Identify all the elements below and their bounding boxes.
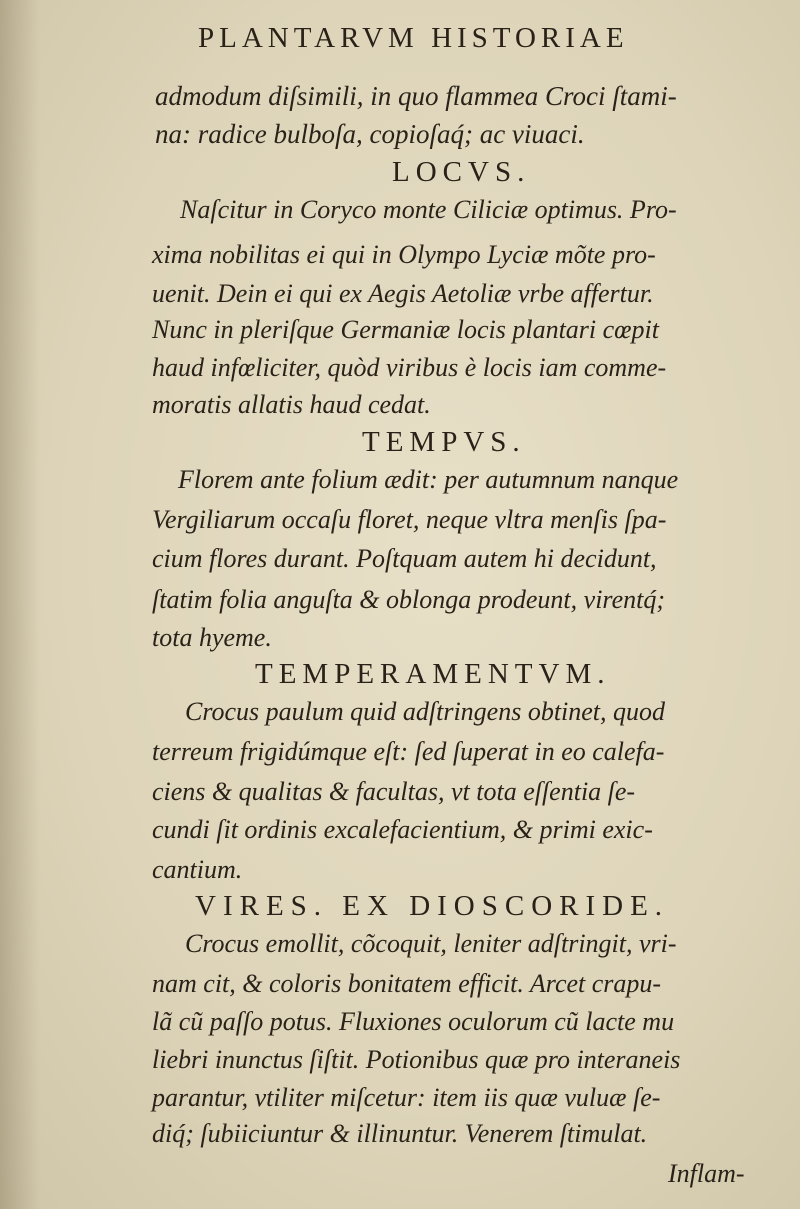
text-line: parantur, vtiliter miſcetur: item iis quæ vuluæ ſe-	[152, 1083, 661, 1112]
text-line: xima nobilitas ei qui in Olympo Lyciæ mõte pro-	[152, 240, 656, 269]
text-line: uenit. Dein ei qui ex Aegis Aetoliæ vrbe affertur.	[152, 279, 654, 308]
text-line: Crocus paulum quid adſtringens obtinet, quod	[185, 697, 666, 726]
text-line: liebri inunctus ſiſtit. Potionibus quæ pro interaneis	[152, 1045, 681, 1074]
text-line: ſtatim folia anguſta & oblonga prodeunt, virentq́;	[152, 585, 665, 614]
text-line: Crocus emollit, cõcoquit, leniter adſtringit, vri-	[185, 929, 677, 958]
section-heading-locus: LOCVS.	[392, 156, 531, 188]
section-heading-temperamentum: TEMPERAMENTVM.	[255, 658, 611, 690]
text-line: ciens & qualitas & facultas, vt tota eſſentia ſe-	[152, 777, 636, 806]
text-line: Naſcitur in Coryco monte Ciliciæ optimus. Pro-	[180, 195, 677, 224]
text-line: moratis allatis haud cedat.	[152, 390, 431, 419]
text-line: tota hyeme.	[152, 623, 272, 652]
text-line: lã cũ paſſo potus. Fluxiones oculorum cũ lacte mu	[152, 1007, 675, 1036]
text-line: Nunc in pleriſque Germaniæ locis plantari cœpit	[152, 315, 659, 344]
text-line: na: radice bulboſa, copioſaq́; ac viuaci.	[155, 119, 585, 149]
text-line: nam cit, & coloris bonitatem efficit. Arcet crapu-	[152, 969, 662, 998]
text-line: cundi ſit ordinis excalefacientium, & primi exic-	[152, 815, 653, 844]
text-line: terreum frigidúmque eſt: ſed ſuperat in eo calefa-	[152, 737, 665, 766]
gutter-shadow	[0, 0, 40, 1209]
section-heading-tempus: TEMPVS.	[362, 426, 526, 458]
text-line: Florem ante folium ædit: per autumnum nanque	[178, 465, 679, 494]
text-line: admodum diſsimili, in quo flammea Croci ſtami-	[155, 81, 677, 111]
running-head: PLANTARVM HISTORIAE	[198, 22, 629, 54]
section-heading-vires: VIRES. EX DIOSCORIDE.	[195, 890, 670, 922]
text-line: cantium.	[152, 855, 243, 884]
catchword: Inflam-	[668, 1159, 745, 1188]
text-line: diq́; ſubiiciuntur & illinuntur. Venerem ſtimulat.	[152, 1119, 648, 1148]
text-line: Vergiliarum occaſu floret, neque vltra menſis ſpa-	[152, 505, 667, 534]
text-line: cium flores durant. Poſtquam autem hi decidunt,	[152, 544, 657, 573]
text-line: haud infœliciter, quòd viribus è locis iam comme-	[152, 353, 667, 382]
